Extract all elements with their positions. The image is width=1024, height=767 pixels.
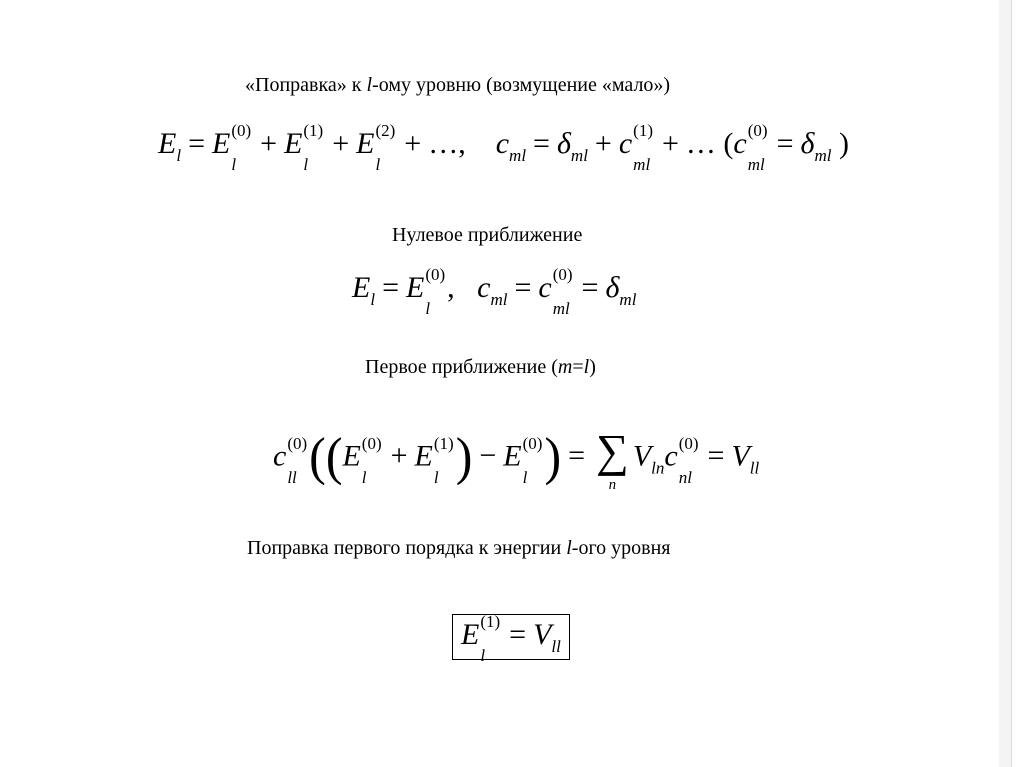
first-order-caption-text: Первое приближение ( (365, 356, 558, 378)
energy-correction-caption (247, 537, 671, 560)
series-equation: $E_l = E$ (0) l + E (1) l + E (2) l + …, $c_{ml} = \delta_{ml} + c$ (1) ml + … (c (0) ml = $\delta_{ml}$ ) (158, 121, 849, 174)
correction-caption-text: «Поправка» к (245, 74, 367, 96)
energy-caption-text: Поправка первого порядка к энергии (247, 537, 567, 559)
first-order-caption-m: m (557, 356, 573, 378)
first-order-caption-close: ) (589, 356, 596, 378)
energy-caption-var: l (566, 537, 572, 559)
correction-caption (245, 74, 670, 97)
first-order-energy-result: E (1) l = $V_{ll}$ (452, 614, 570, 660)
slide-edge (999, 0, 1011, 767)
zero-order-caption: Нулевое приближение (392, 224, 583, 246)
zero-order-equation: $E_l = E$ (0) l , $c_{ml} = c$ (0) ml = $\delta_{ml}$ (352, 265, 637, 318)
first-order-caption-equals: = (572, 356, 584, 378)
first-order-caption-l: l (583, 356, 590, 378)
correction-caption-var: l (366, 74, 373, 96)
energy-caption-rest: -ого уровня (571, 537, 671, 559)
correction-caption-rest: -ому уровню (возмущение «мало») (372, 74, 671, 96)
first-order-caption (365, 356, 596, 379)
first-order-equation: c (0) ll ((E (0) l + E (1) l ) − E (0) l ) = ∑ n $V_{ln}c$ (0) nl = $V_{ll}$ (273, 425, 760, 493)
